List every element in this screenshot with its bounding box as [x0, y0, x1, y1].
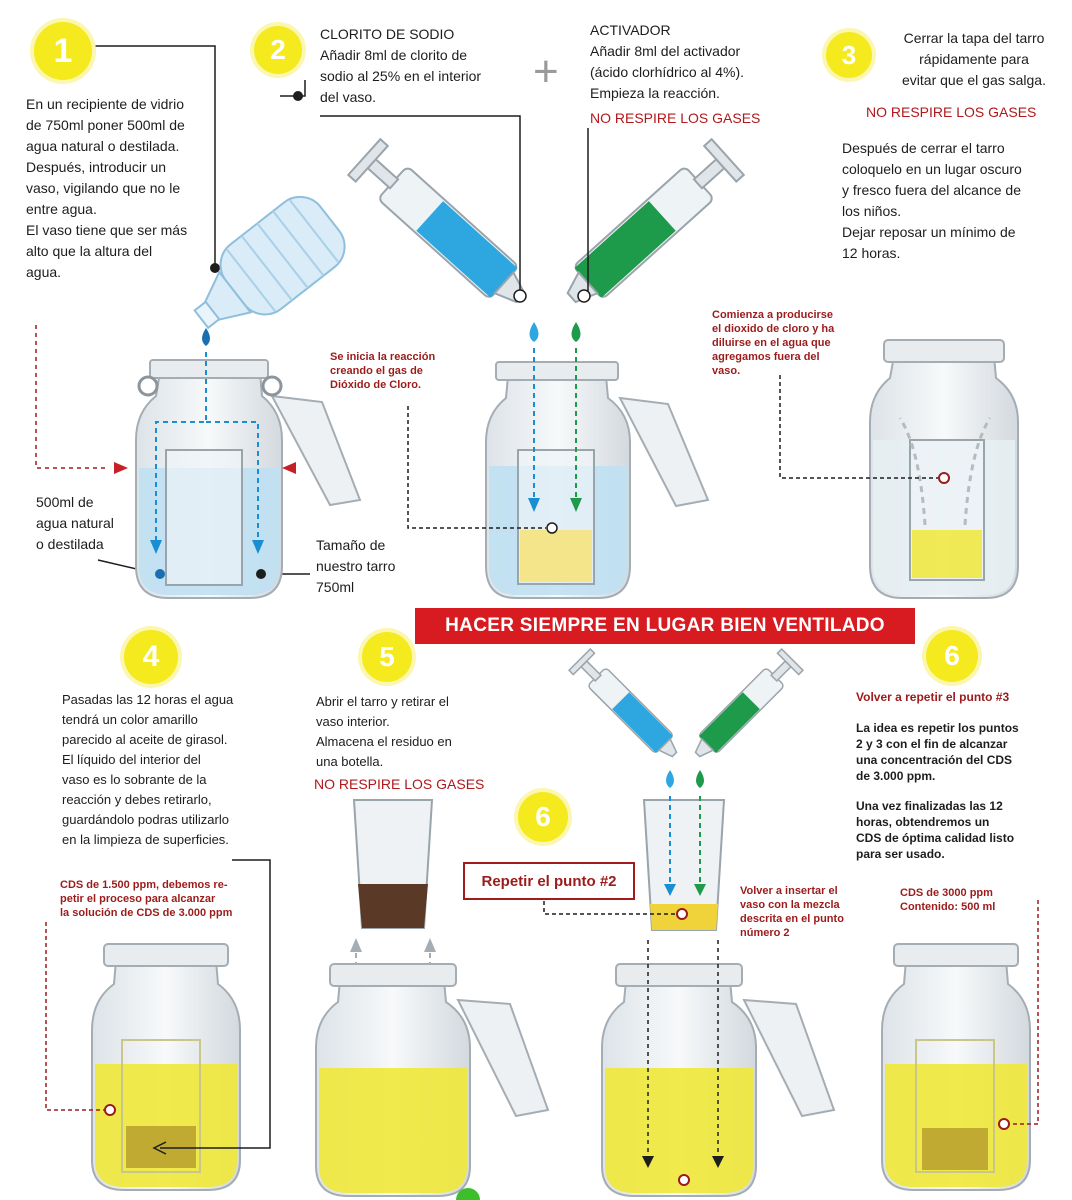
- blue-drop: [530, 322, 539, 342]
- green-syringe-small: [687, 649, 803, 765]
- step2-reaction-note: Se inicia la reacción creando el gas de Dióxido de Cloro.: [330, 351, 436, 391]
- jar-final: [882, 944, 1030, 1190]
- step3-text2: Después de cerrar el tarro coloquelo en un lugar oscuro y fresco fuera del alcance de los niños. Dejar reposar un mínimo de 12 horas.: [842, 140, 1022, 261]
- step3-warning: NO RESPIRE LOS GASES: [866, 104, 1037, 120]
- level-arrow-left: [114, 462, 128, 474]
- step-6b-badge: 6: [926, 630, 978, 682]
- green-drop: [696, 770, 704, 788]
- jar-2: [486, 362, 708, 598]
- lifted-glass: [354, 800, 432, 928]
- repeat-step-2-box: Repetir el punto #2: [463, 862, 635, 900]
- ventilation-banner: HACER SIEMPRE EN LUGAR BIEN VENTILADO: [415, 608, 915, 644]
- step4-text: Pasadas las 12 horas el agua tendrá un color amarillo parecido al aceite de girasol. El líquido del interior del vaso es lo sobrante de la reacción y debes retirarlo, guardándolo podras utilizarlo en la limpieza de superficies.: [62, 692, 234, 847]
- step-4-badge: 4: [124, 630, 178, 684]
- connector-dot: [105, 1105, 115, 1115]
- step-5-badge: 5: [362, 632, 412, 682]
- step5-text: Abrir el tarro y retirar el vaso interior. Almacena el residuo en una botella.: [316, 694, 452, 769]
- connector-dot: [939, 473, 949, 483]
- step2-connectors: [320, 116, 588, 296]
- plus-icon: +: [533, 47, 559, 96]
- step6b-note: CDS de 3000 ppm Contenido: 500 ml: [900, 887, 996, 913]
- step5-warning: NO RESPIRE LOS GASES: [314, 776, 485, 792]
- step-6a-badge: 6: [518, 792, 568, 842]
- level-arrow-right: [282, 462, 296, 474]
- green-drop: [572, 322, 581, 342]
- connector-dot: [293, 91, 303, 101]
- step2-warning: NO RESPIRE LOS GASES: [590, 110, 761, 126]
- water-drop: [202, 328, 210, 346]
- marker-water: [155, 569, 165, 579]
- connector-dot: [578, 290, 590, 302]
- step6b-text: La idea es repetir los puntos 2 y 3 con el fin de alcanzar una concentración del CDS de 3.000 ppm.: [856, 721, 1019, 783]
- connector-dot: [677, 909, 687, 919]
- step1-jar-label: Tamaño de nuestro tarro 750ml: [316, 537, 396, 595]
- step3-text: Cerrar la tapa del tarro rápidamente para evitar que el gas salga.: [902, 30, 1046, 88]
- step-2-badge: 2: [254, 26, 302, 74]
- step-1-badge: 1: [34, 22, 92, 80]
- step1-water-label: 500ml de agua natural o destilada: [36, 494, 114, 552]
- connector-dot: [679, 1175, 689, 1185]
- step3-note: Comienza a producirse el dioxido de cloro y ha diluirse en el agua que agregamos fuera del vaso.: [712, 309, 835, 377]
- step2-activador-text: ACTIVADOR Añadir 8ml del activador (ácido clorhídrico al 4%). Empieza la reacción.: [590, 22, 745, 101]
- step4-note: CDS de 1.500 ppm, debemos re- petir el proceso para alcanzar la solución de CDS de 3.000 ppm: [60, 879, 233, 919]
- jar-3: [870, 340, 1018, 598]
- arrow-head: [350, 938, 362, 952]
- blue-syringe: [348, 139, 536, 315]
- connector-dot: [999, 1119, 1009, 1129]
- jar-4: [92, 944, 240, 1190]
- connector-dot: [514, 290, 526, 302]
- green-syringe: [556, 139, 744, 315]
- blue-syringe-small: [569, 649, 685, 765]
- connector-dot: [547, 523, 557, 533]
- jar-5: [316, 964, 548, 1196]
- step1-text: En un recipiente de vidrio de 750ml poner 500ml de agua natural o destilada. Después, introducir un vaso, vigilando que no le entre agua. El vaso tiene que ser más alto que la altura del agua.: [26, 96, 188, 280]
- arrow-head: [424, 938, 436, 952]
- step6b-text2: Una vez finalizadas las 12 horas, obtendremos un CDS de óptima calidad listo para ser usado.: [856, 799, 1015, 861]
- step6a-note: Volver a insertar el vaso con la mezcla descrita en el punto número 2: [740, 885, 844, 939]
- step2-clorito-text: CLORITO DE SODIO Añadir 8ml de clorito de sodio al 25% en el interior del vaso.: [320, 26, 482, 105]
- blue-drop: [666, 770, 674, 788]
- step-3-badge: 3: [826, 32, 872, 78]
- marker-jar: [256, 569, 266, 579]
- step6b-heading: Volver a repetir el punto #3: [856, 690, 1010, 704]
